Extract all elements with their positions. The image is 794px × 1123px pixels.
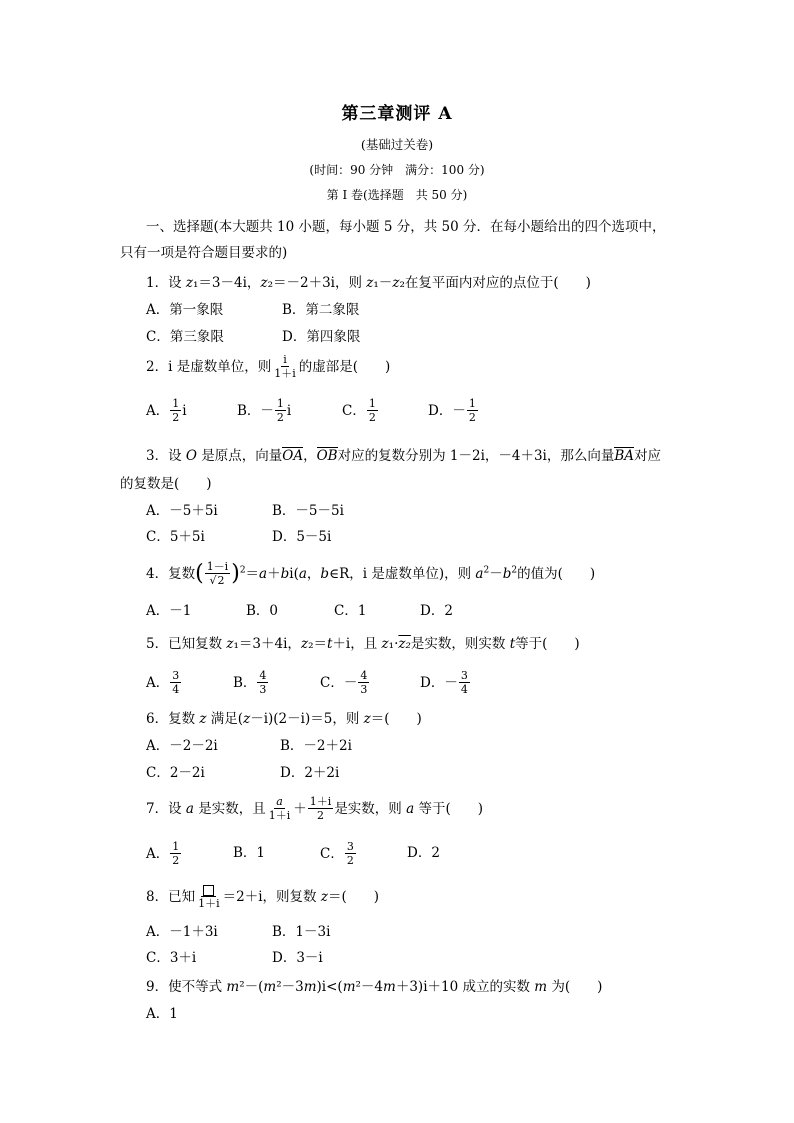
section-heading: 第 Ⅰ 卷(选择题 共 50 分) [326,188,468,202]
question-5-option-b: B． $\frac{4}{3}$ [233,669,267,696]
question-6-option-c: C．2－2i [146,765,205,781]
vector-ba: BA [614,448,635,464]
question-2-stem: 2．i 是虚数单位，则 $\frac{i}{1+i}$ 的虚部是( ) [146,353,391,380]
question-6-option-a: A．－2－2i [146,738,218,754]
question-1-option-b: B．第二象限 [282,302,360,318]
question-3-option-a: A．－5＋5i [146,503,218,519]
document-title: 第三章测评 A [341,104,453,124]
question-2-option-b: B．－ $\frac{1}{2}$ i [237,397,292,424]
question-4-option-b: B．0 [246,603,279,619]
question-1-stem: 1．设 z₁＝3－4i，z₂＝－2＋3i，则 z₁－z₂在复平面内对应的点位于( ) [146,275,591,291]
question-3-option-b: B．－5－5i [272,503,344,519]
question-6-option-b: B．－2＋2i [280,738,352,754]
question-8-stem: 8．已知 1＋i ＝2＋i，则复数 z＝( ) [146,884,379,911]
conjugate-z2: z₂ [398,636,411,652]
question-4-option-d: D．2 [420,603,453,619]
question-3-option-d: D．5－5i [272,529,332,545]
question-7-option-c: C． $\frac{3}{2}$ [320,840,354,867]
question-2-option-d: D．－ $\frac{1}{2}$ [428,397,476,424]
question-1-option-c: C．第三象限 [146,329,224,345]
question-8-option-a: A．－1＋3i [146,924,218,940]
question-7-stem: 7．设 a 是实数，且 $\frac{a}{1+i}$ ＋ $\frac{1+i}{2}$ 是实数，则 a 等于( ) [146,795,483,822]
question-2-option-c: C． $\frac{1}{2}$ [342,397,376,424]
question-3-stem: 3．设 O 是原点，向量OA，OB对应的复数分别为 1－2i，－4＋3i，那么向量BA对应 [146,448,662,464]
question-6-option-d: D．2＋2i [280,765,340,781]
question-3-option-c: C．5＋5i [146,529,205,545]
document-subtitle: (基础过关卷) [360,137,434,152]
instruction-line-2: 只有一项是符合题目要求的) [120,245,288,261]
question-7-option-a: A． $\frac{1}{2}$ [146,840,180,867]
question-5-option-a: A． $\frac{3}{4}$ [146,669,180,696]
question-8-option-c: C．3＋i [146,950,197,966]
question-2-option-a: A． $\frac{1}{2}$ i [146,397,187,424]
question-8-option-d: D．3－i [272,950,323,966]
question-5-option-c: C．－ $\frac{4}{3}$ [320,669,368,696]
question-4-option-c: C．1 [334,603,367,619]
question-1-option-d: D．第四象限 [282,329,361,345]
instruction-line-1: 一、选择题(本大题共 10 小题，每小题 5 分，共 50 分．在每小题给出的四个选项中， [146,219,666,235]
question-9-stem: 9．使不等式 m²－(m²－3m)i<(m²－4m＋3)i＋10 成立的实数 m 为( ) [146,979,603,995]
vector-ob: OB [316,448,338,464]
question-3-stem-line-2: 的复数是( ) [120,476,212,492]
placeholder-box [203,885,214,896]
question-1-option-a: A．第一象限 [146,302,224,318]
question-5-option-d: D．－ $\frac{3}{4}$ [420,669,468,696]
question-6-stem: 6．复数 z 满足(z－i)(2－i)＝5，则 z＝( ) [146,711,422,727]
vector-oa: OA [282,448,304,464]
question-9-option-a: A．1 [146,1006,178,1022]
question-4-option-a: A．－1 [146,603,192,619]
time-info: (时间：90 分钟 满分：100 分) [309,163,485,177]
question-7-option-d: D．2 [407,845,440,861]
question-4-stem: 4．复数( $\frac{1-i}{√2}$ )$^2$＝a＋bi(a，b∈R，i 是虚数单位)，则 $a^2-b^2$的值为( ) [146,560,596,587]
fraction: $\frac{i}{1+i}$ [274,353,296,380]
question-7-option-b: B．1 [233,845,266,861]
question-5-stem: 5．已知复数 z₁＝3＋4i，z₂＝t＋i，且 z₁·z₂是实数，则实数 t等于( ) [146,636,580,652]
question-8-option-b: B．1－3i [272,924,331,940]
